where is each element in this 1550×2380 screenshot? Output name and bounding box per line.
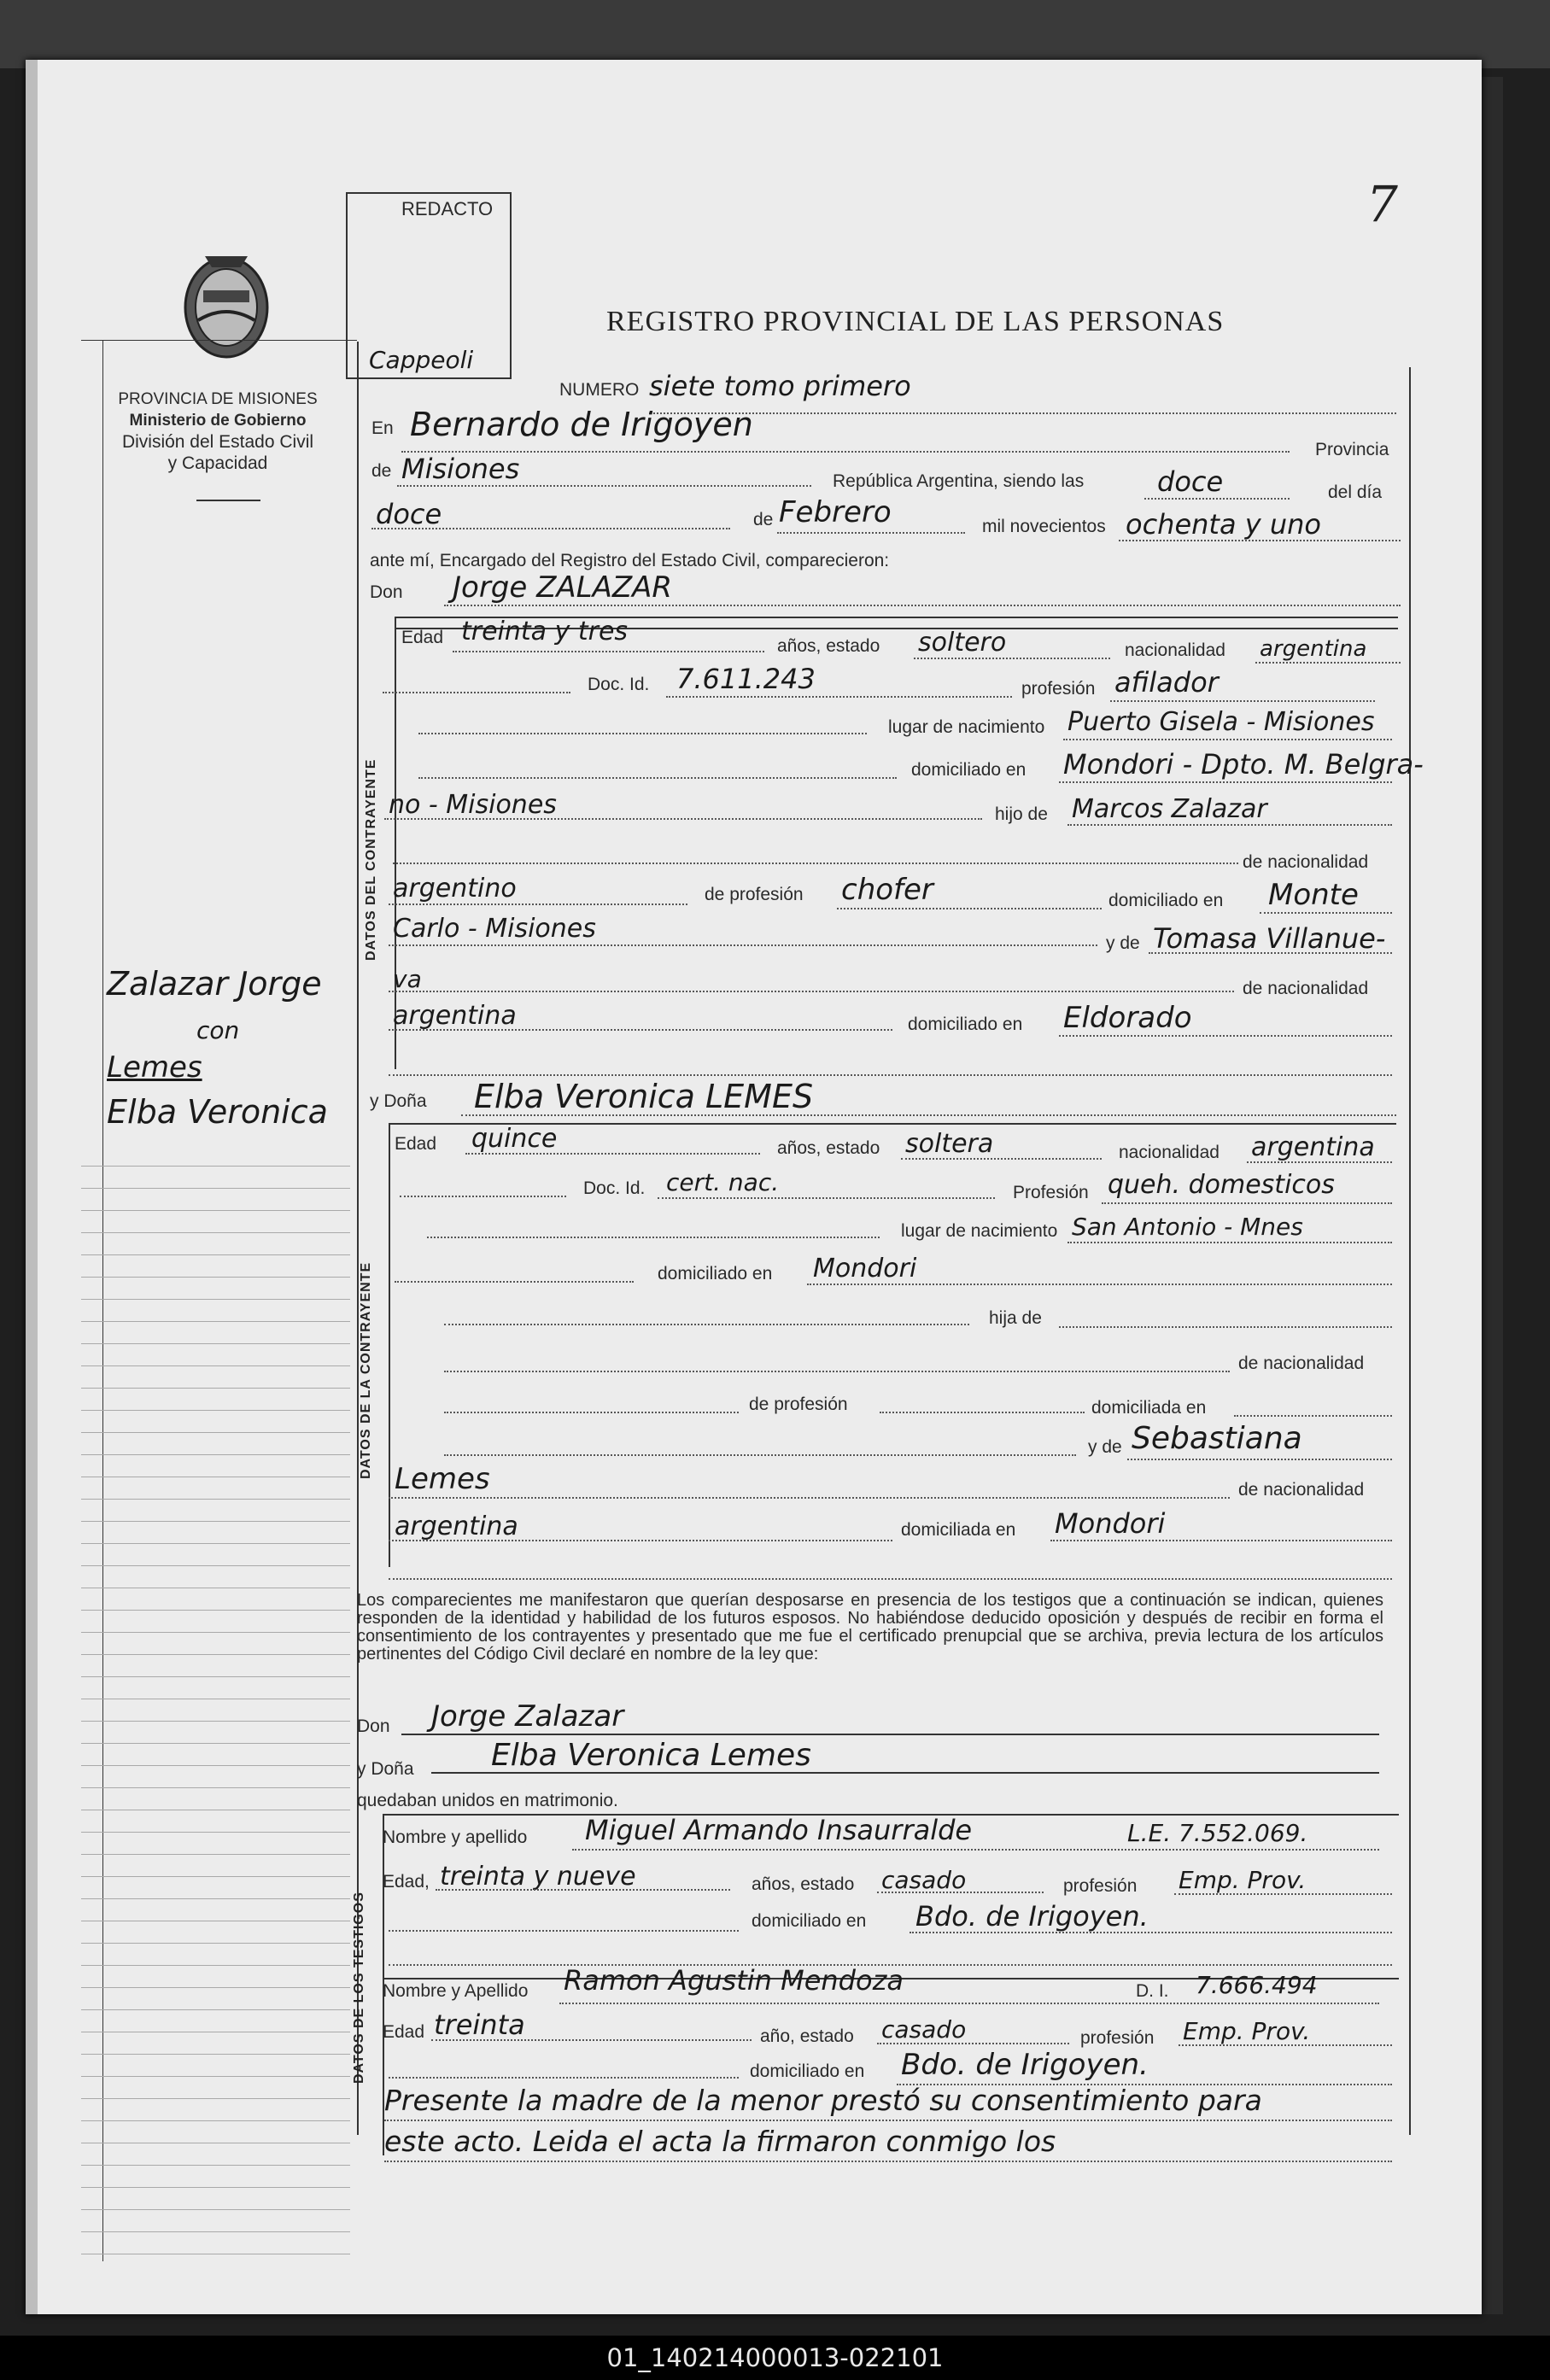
c-padre-domicilio2: Carlo - Misiones — [393, 914, 596, 944]
f-y-de-label: y de — [1088, 1437, 1122, 1457]
right-frame-rule — [1409, 367, 1411, 2135]
document-title: REGISTRO PROVINCIAL DE LAS PERSONAS — [606, 306, 1225, 337]
don-value: Jorge ZALAZAR — [453, 570, 673, 605]
t1-doc-value: L.E. 7.552.069. — [1127, 1819, 1308, 1847]
c-madre-value: Tomasa Villanue- — [1153, 922, 1386, 955]
t1-profesion-value: Emp. Prov. — [1179, 1866, 1307, 1894]
decl-unidos-label: quedaban unidos en matrimonio. — [357, 1791, 618, 1810]
notes-leader2 — [384, 2161, 1392, 2162]
f-domiciliada-label: domiciliada en — [1091, 1398, 1207, 1418]
f-lugar-pre-leader — [427, 1237, 880, 1238]
c-padre-prof-label: de profesión — [705, 885, 804, 904]
c-madre-domicilio: Eldorado — [1063, 1001, 1192, 1035]
f-profesion-leader — [1102, 1202, 1392, 1204]
f-nacionalidad-leader — [1247, 1161, 1392, 1163]
margin-note-line2: con — [196, 1016, 240, 1044]
f-profesion-value: queh. domesticos — [1108, 1170, 1335, 1200]
t2-anios-label: año, estado — [760, 2026, 854, 2046]
decl-dona-label: y Doña — [357, 1759, 414, 1779]
testigos-section-label: DATOS DE LOS TESTIGOS — [352, 1892, 366, 2084]
c-doc-label: Doc. Id. — [588, 675, 650, 694]
decl-dona-value: Elba Veronica Lemes — [491, 1738, 811, 1773]
anio-value: ochenta y uno — [1126, 508, 1321, 541]
f-domicilio-pre-leader — [395, 1281, 634, 1283]
f-domicilio-value: Mondori — [813, 1254, 917, 1284]
province-label: PROVINCIA DE MISIONES — [118, 390, 318, 408]
decl-don-value: Jorge Zalazar — [431, 1699, 624, 1734]
dia-leader — [371, 528, 730, 529]
f-estado-leader — [901, 1158, 1102, 1160]
t1-domicilio-value: Bdo. de Irigoyen. — [915, 1900, 1149, 1933]
c-estado-value: soltero — [918, 628, 1007, 658]
en-label: En — [371, 418, 394, 438]
f-estado-value: soltera — [905, 1129, 994, 1159]
ministry-label: Ministerio de Gobierno — [129, 412, 307, 430]
decl-don-label: Don — [357, 1716, 390, 1736]
t2-doc-value: 7.666.494 — [1196, 1971, 1318, 1999]
provincial-seal-icon — [179, 243, 273, 363]
f-madre2-leader — [389, 1497, 1230, 1499]
don-label: Don — [370, 582, 403, 602]
t2-estado-leader — [877, 2043, 1069, 2044]
del-dia-label: del día — [1328, 482, 1383, 502]
t1-estado-value: casado — [881, 1866, 967, 1894]
c-madre-value2: va — [393, 965, 422, 993]
f-madre-nacionalidad: argentina — [395, 1512, 518, 1541]
redacto-signature: Cappeoli — [369, 346, 474, 374]
f-madre-nac-label: de nacionalidad — [1238, 1480, 1365, 1500]
t1-estado-leader — [877, 1892, 1044, 1893]
contrayente-section-label: DATOS DEL CONTRAYENTE — [364, 758, 378, 961]
c-padre-domicilio: Monte — [1268, 878, 1359, 912]
c-lugar-label: lugar de nacimiento — [888, 717, 1045, 737]
hora-leader — [1144, 498, 1290, 500]
margin-note-line4: Elba Veronica — [107, 1093, 328, 1131]
f-padre-prof-pre-leader — [444, 1412, 739, 1413]
left-ruled-lines — [81, 1144, 350, 2272]
t2-edad-label: Edad — [383, 2022, 425, 2042]
c-edad-leader — [453, 651, 764, 652]
c-lugar-value: Puerto Gisela - Misiones — [1067, 707, 1375, 737]
c-doc-pre-leader — [383, 692, 570, 693]
c-padre-dom-leader — [1260, 912, 1392, 914]
t1-nombre-leader — [572, 1849, 1379, 1851]
left-header — [81, 389, 354, 474]
c-madre-nac-leader — [389, 1029, 892, 1031]
c-domicilio-value: Mondori - Dpto. M. Belgra- — [1063, 748, 1424, 781]
de-leader — [397, 485, 811, 487]
margin-note-line1: Zalazar Jorge — [107, 965, 322, 1003]
f-hija-label: hija de — [989, 1308, 1042, 1328]
f-padre-prof-leader — [880, 1412, 1085, 1413]
c-padre-nac-leader — [389, 903, 687, 905]
c-anios-label: años, estado — [777, 636, 880, 656]
t1-anios-label: años, estado — [752, 1874, 855, 1894]
f-domiciliada-leader — [1234, 1415, 1392, 1417]
left-header-rule — [196, 500, 260, 501]
mil-label: mil novecientos — [982, 517, 1106, 536]
f-madre-value: Sebastiana — [1132, 1421, 1302, 1456]
f-doc-leader — [658, 1197, 995, 1199]
c-nacionalidad-label: nacionalidad — [1125, 640, 1225, 660]
numero-value: siete tomo primero — [649, 370, 911, 402]
division-line2: y Capacidad — [167, 453, 268, 473]
c-domicilio-value2: no - Misiones — [389, 790, 557, 820]
f-lugar-leader — [1067, 1242, 1392, 1243]
c-bottom-leader — [389, 1074, 1392, 1076]
f-doc-label: Doc. Id. — [583, 1178, 646, 1198]
c-padre-dom-label: domiciliado en — [1108, 891, 1224, 910]
c-padre-dom2-leader — [389, 944, 1097, 946]
t1-domicilio-label: domiciliado en — [752, 1911, 867, 1931]
f-nacionalidad-value: argentina — [1251, 1132, 1375, 1162]
ante-mi-label: ante mí, Encargado del Registro del Estado Civil, comparecieron: — [370, 551, 890, 570]
c-doc-leader — [666, 696, 1012, 698]
f-padre-nac-label: de nacionalidad — [1238, 1354, 1365, 1373]
t1-profesion-leader — [1174, 1893, 1392, 1895]
c-y-de-label: y de — [1106, 933, 1140, 953]
c-lugar-leader — [1063, 739, 1392, 740]
c-domicilio-label: domiciliado en — [911, 760, 1027, 780]
c-doc-value: 7.611.243 — [676, 663, 816, 695]
t2-domicilio-label: domiciliado en — [750, 2061, 865, 2081]
t1-dom-pre-leader — [389, 1930, 739, 1932]
c-blank-leader — [393, 863, 1238, 864]
c-padre-value: Marcos Zalazar — [1072, 794, 1267, 824]
f-madre-leader — [1127, 1459, 1392, 1460]
f-madre-pre-leader — [444, 1454, 1076, 1456]
t2-domicilio-value: Bdo. de Irigoyen. — [901, 2048, 1149, 2082]
don-leader — [444, 605, 1401, 606]
t2-doc-label: D. I. — [1136, 1981, 1169, 2001]
c-padre-leader — [1067, 824, 1392, 826]
margin-note-line3: Lemes — [107, 1050, 202, 1085]
f-madre-domicilio: Mondori — [1055, 1507, 1166, 1540]
f-padre-prof-label: de profesión — [749, 1395, 848, 1414]
c-padre-profesion: chofer — [841, 873, 933, 907]
f-madre-dom-label: domiciliada en — [901, 1520, 1016, 1540]
c-madre-dom-label: domiciliado en — [908, 1015, 1023, 1034]
f-nacionalidad-label: nacionalidad — [1119, 1143, 1220, 1162]
c-edad-value: treinta y tres — [461, 617, 629, 646]
de-mes-label: de — [753, 510, 774, 529]
notes-leader1 — [384, 2120, 1392, 2121]
t1-nombre-label: Nombre y apellido — [383, 1827, 528, 1847]
c-padre-prof-leader — [837, 908, 1102, 909]
notes-line2: este acto. Leida el acta la firmaron conmigo los — [384, 2125, 1056, 2158]
t2-nombre-leader — [559, 2003, 1379, 2004]
de-value: Misiones — [401, 453, 520, 485]
c-estado-leader — [914, 658, 1110, 659]
f-domicilio-label: domiciliado en — [658, 1264, 773, 1284]
c-madre-dom-leader — [1059, 1035, 1392, 1037]
c-edad-label: Edad — [401, 628, 444, 647]
f-hija-leader — [1059, 1326, 1392, 1328]
dona-value: Elba Veronica LEMES — [474, 1078, 814, 1115]
c-madre-nacionalidad: argentina — [393, 1001, 517, 1031]
c-domicilio-pre-leader — [418, 777, 897, 779]
c-padre-nacionalidad: argentino — [393, 874, 517, 903]
f-padre-nac-pre-leader — [444, 1371, 1230, 1372]
f-lugar-label: lugar de nacimiento — [901, 1221, 1058, 1241]
image-caption: 01_140214000013-022101 — [0, 2336, 1550, 2380]
t2-dom-pre-leader — [389, 2077, 739, 2079]
f-madre-dom-leader — [1050, 1540, 1392, 1541]
decl-dona-rule — [431, 1772, 1379, 1774]
t1-domicilio-leader — [910, 1932, 1392, 1933]
f-hija-pre-leader — [444, 1324, 969, 1325]
c-lugar-pre-leader — [418, 733, 867, 734]
decl-don-rule — [401, 1734, 1379, 1735]
t1-profesion-label: profesión — [1063, 1876, 1138, 1896]
de-label: de — [371, 461, 392, 481]
c-domicilio2-leader — [384, 818, 982, 820]
f-lugar-value: San Antonio - Mnes — [1072, 1213, 1303, 1241]
contrayenta-left-rule — [389, 1123, 390, 1567]
c-madre2-leader — [389, 991, 1234, 992]
f-profesion-label: Profesión — [1013, 1183, 1089, 1202]
t1-edad-label: Edad, — [383, 1872, 430, 1892]
provincia-label: Provincia — [1315, 440, 1389, 459]
en-leader — [401, 451, 1290, 453]
republica-label: República Argentina, siendo las — [833, 471, 1085, 491]
f-madre-nac-leader — [389, 1540, 892, 1541]
backdrop — [0, 0, 1550, 68]
f-madre-value2: Lemes — [395, 1462, 490, 1496]
f-edad-label: Edad — [395, 1134, 437, 1154]
c-madre-nac-label: de nacionalidad — [1243, 979, 1369, 998]
c-profesion-label: profesión — [1021, 679, 1096, 699]
t2-nombre-label: Nombre y Apellido — [383, 1981, 529, 2001]
f-domicilio-leader — [807, 1284, 1392, 1285]
t1-edad-leader — [436, 1889, 730, 1891]
f-doc-value: cert. nac. — [666, 1168, 780, 1196]
left-top-rule — [81, 340, 357, 341]
c-padre-nac-label: de nacionalidad — [1243, 852, 1369, 872]
t1-edad-value: treinta y nueve — [440, 1862, 636, 1892]
dia-value: doce — [376, 498, 442, 530]
t2-profesion-value: Emp. Prov. — [1183, 2017, 1311, 2045]
contrayenta-section-label: DATOS DE LA CONTRAYENTE — [359, 1261, 373, 1479]
c-hijo-label: hijo de — [995, 804, 1048, 824]
consent-paragraph: Los comparecientes me manifestaron que querían desposarse en presencia de los testigos que a continuación se indican, quienes responden de la identidad y habilidad de los futuros esposos. No habiéndose deducido oposición y después de recibir en forma el consentimiento de los contrayentes y presentado que me fue el certificado prenupcial que se archiva, previa lectura de los artículos pertinentes del Código Civil declaré en nombre de la ley que: — [357, 1591, 1383, 1664]
hora-value: doce — [1157, 465, 1224, 498]
t2-edad-value: treinta — [434, 2009, 525, 2041]
page-number: 7 — [1366, 175, 1398, 233]
f-anios-label: años, estado — [777, 1138, 880, 1158]
mes-value: Febrero — [779, 495, 892, 529]
numero-leader — [649, 412, 1396, 414]
en-value: Bernardo de Irigoyen — [410, 406, 753, 443]
t2-estado-value: casado — [881, 2015, 967, 2044]
t2-nombre-value: Ramon Agustin Mendoza — [564, 1964, 904, 1997]
page-spine — [26, 60, 38, 2314]
c-domicilio-leader — [1059, 781, 1392, 783]
mes-leader — [777, 532, 965, 534]
f-doc-pre-leader — [400, 1196, 566, 1197]
f-edad-leader — [465, 1153, 760, 1155]
division-line1: División del Estado Civil — [121, 432, 314, 452]
c-nacionalidad-leader — [1255, 662, 1401, 664]
anio-leader — [1119, 540, 1401, 541]
redacto-label: REDACTO — [401, 198, 494, 219]
main-frame-left-rule — [357, 342, 359, 2135]
dona-leader — [461, 1114, 1396, 1116]
dona-label: y Doña — [370, 1091, 427, 1111]
c-madre-leader — [1149, 952, 1392, 954]
f-edad-value: quince — [471, 1124, 558, 1154]
c-profesion-value: afilador — [1114, 666, 1219, 699]
t2-profesion-leader — [1179, 2044, 1392, 2046]
f-bottom-leader — [389, 1578, 1392, 1580]
numero-label: NUMERO — [559, 380, 640, 400]
t2-profesion-label: profesión — [1080, 2028, 1155, 2048]
c-profesion-leader — [1110, 700, 1375, 702]
c-nacionalidad-value: argentina — [1260, 636, 1367, 662]
t1-nombre-value: Miguel Armando Insaurralde — [585, 1814, 973, 1846]
t2-edad-leader — [431, 2039, 752, 2041]
notes-line1: Presente la madre de la menor prestó su consentimiento para — [384, 2084, 1262, 2117]
